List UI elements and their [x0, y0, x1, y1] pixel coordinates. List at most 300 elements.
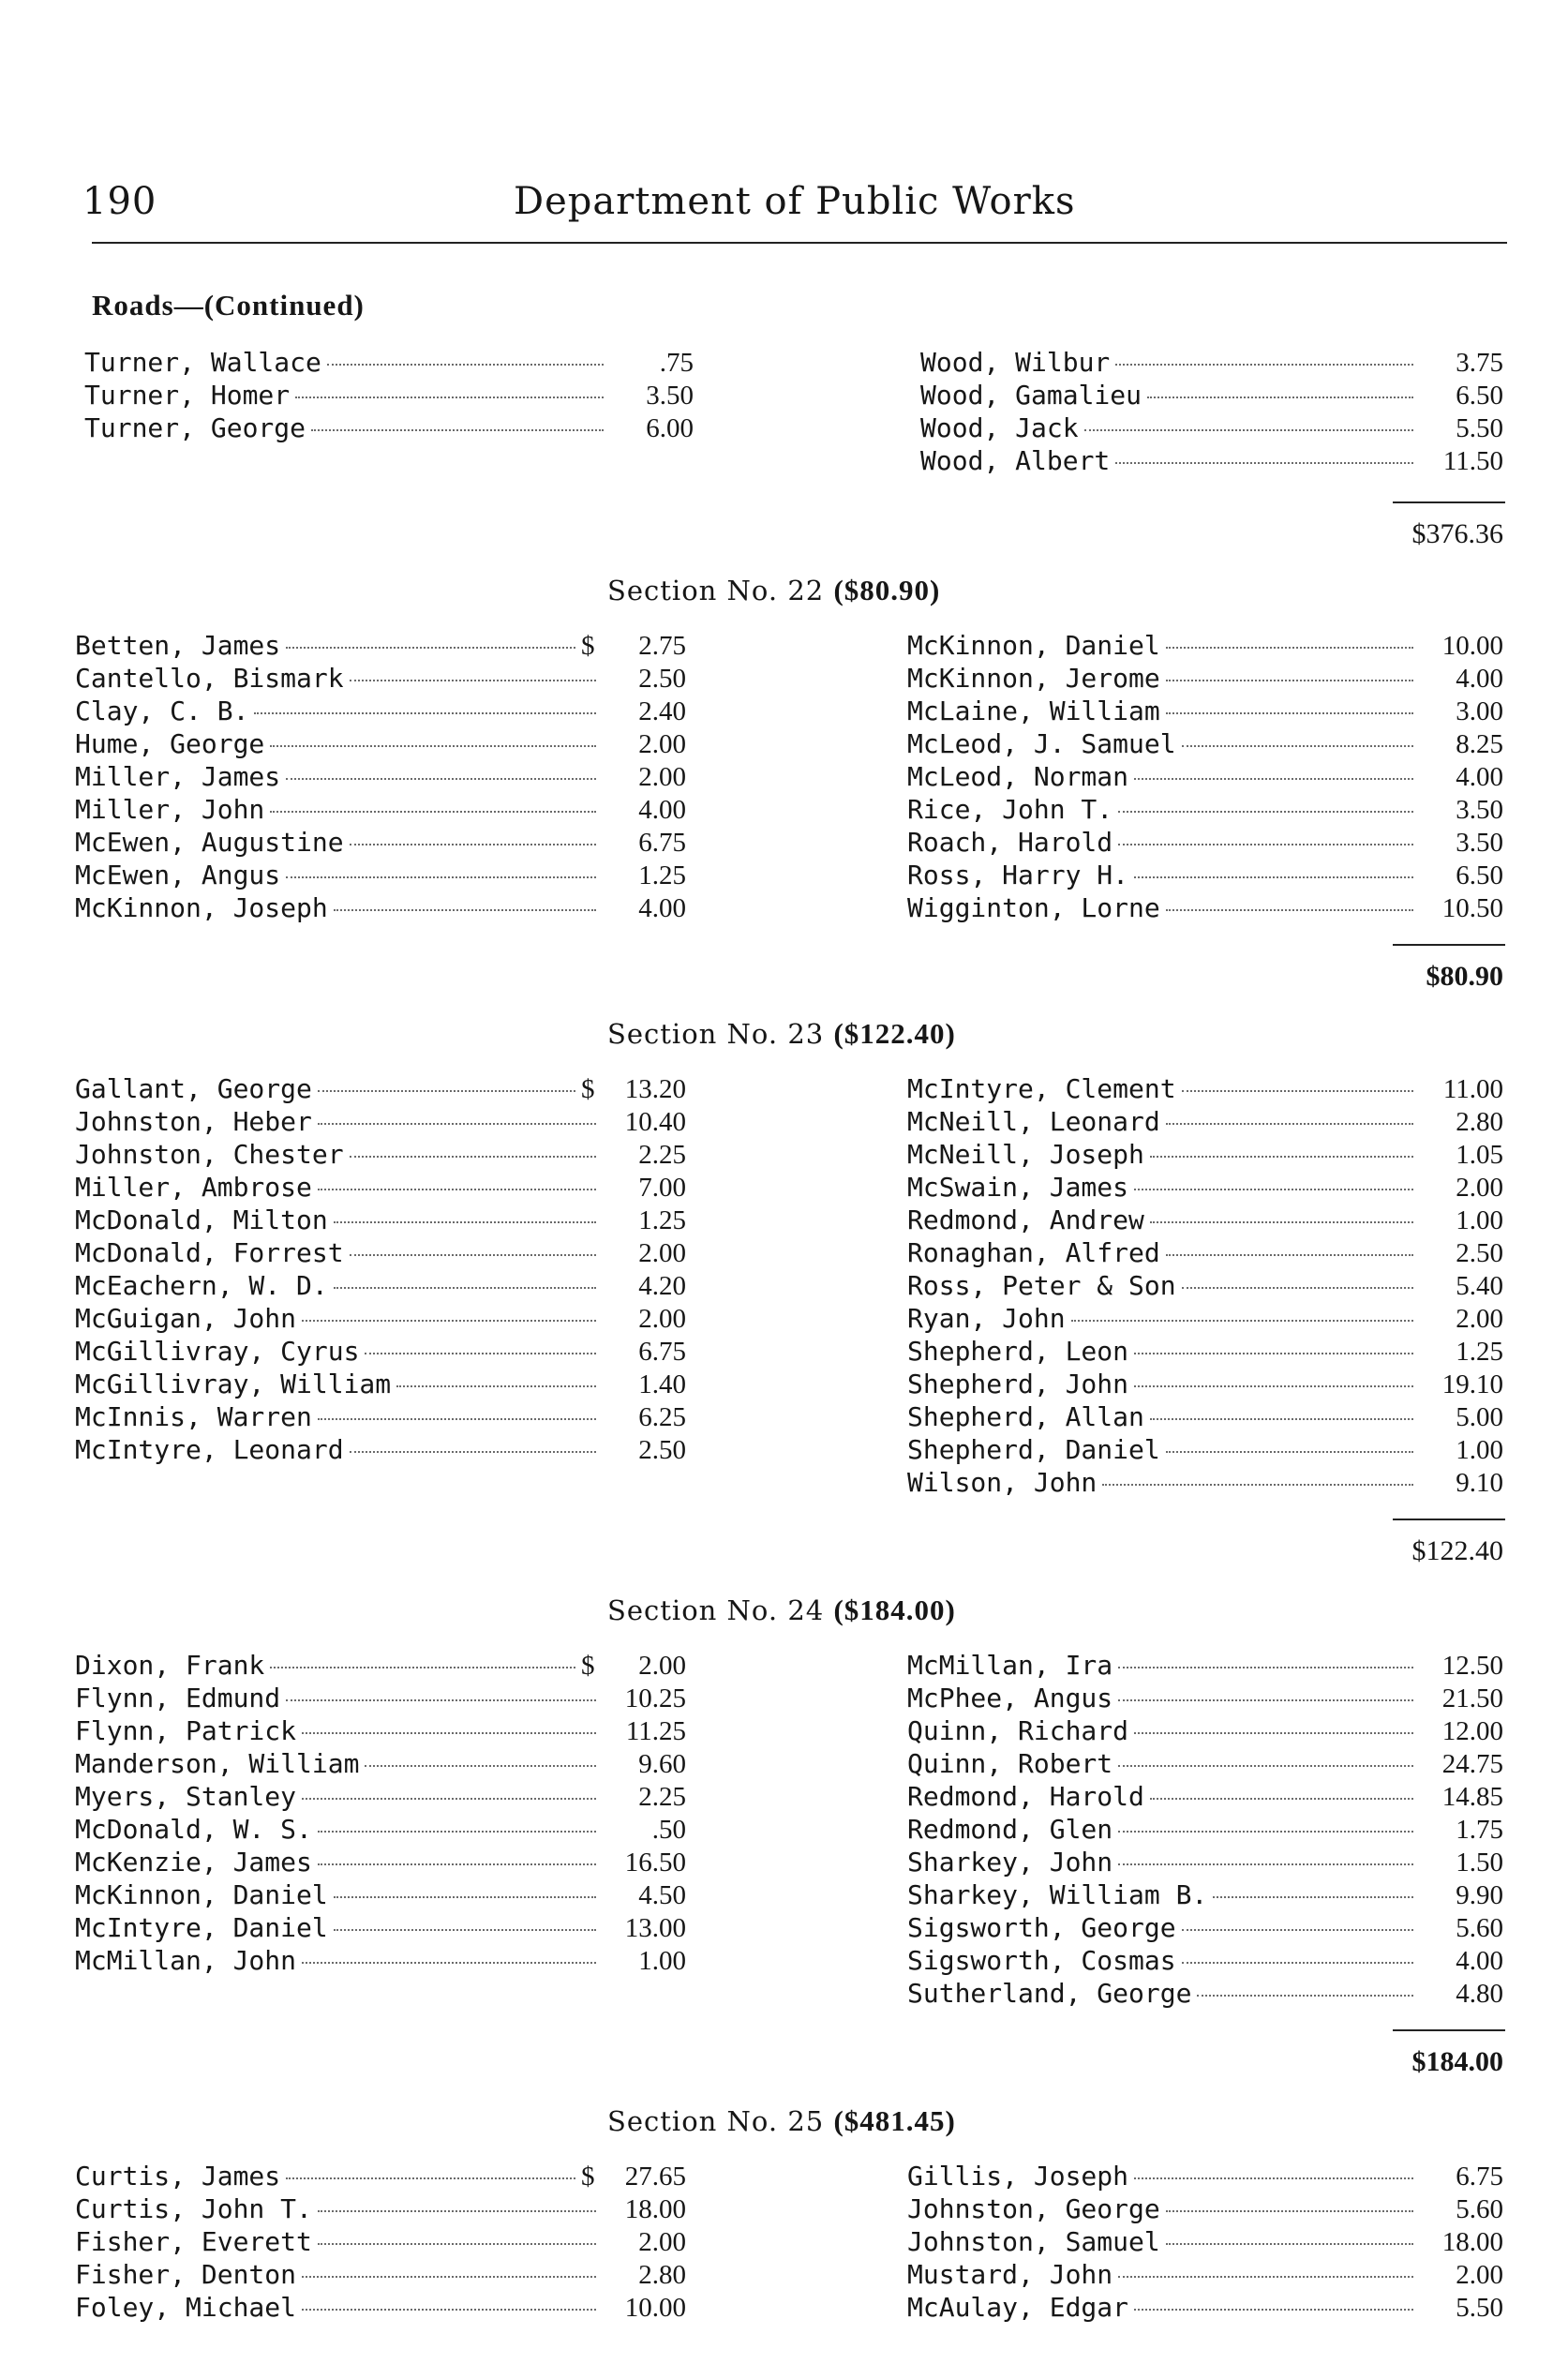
- list-item: [75, 1303, 686, 1336]
- section-heading: [607, 2104, 956, 2138]
- list-item: [75, 1781, 686, 1814]
- list-item: [75, 1270, 686, 1303]
- leader-dots: [318, 1418, 596, 1420]
- list-item: [75, 794, 686, 827]
- leader-dots: [365, 1765, 596, 1767]
- entry-amount: 13.20: [624, 1074, 686, 1104]
- list-item: [75, 1748, 686, 1781]
- list-item: [75, 827, 686, 860]
- entry-amount: 6.25: [638, 1402, 686, 1432]
- list-item: [907, 892, 1503, 925]
- entry-name: Ross, Harry H.: [907, 860, 1129, 890]
- section-amount: ($122.40): [833, 1017, 956, 1050]
- list-item: [75, 1106, 686, 1139]
- entry-amount: 9.90: [1456, 1880, 1503, 1910]
- total-rule: [1393, 501, 1505, 503]
- entry-amount: 11.00: [1442, 1074, 1503, 1104]
- list-item: [907, 1467, 1503, 1500]
- leader-dots: [1071, 1320, 1413, 1322]
- leader-dots: [1182, 1929, 1413, 1931]
- leader-dots: [1134, 778, 1413, 780]
- leader-dots: [334, 1929, 596, 1931]
- list-item: [907, 1912, 1503, 1945]
- list-item: [907, 1683, 1503, 1715]
- entry-amount: 4.80: [1456, 1979, 1503, 2009]
- list-item: [907, 2161, 1503, 2193]
- entry-name: McKinnon, Daniel: [907, 630, 1160, 661]
- list-item: [907, 1303, 1503, 1336]
- entry-amount: 2.50: [638, 1435, 686, 1465]
- leader-dots: [318, 1090, 575, 1092]
- entry-name: McGillivray, Cyrus: [75, 1336, 360, 1367]
- leader-dots: [318, 1123, 596, 1125]
- entry-amount: 1.00: [1456, 1205, 1503, 1235]
- entry-name: Turner, Homer: [84, 380, 291, 411]
- entry-name: McNeill, Leonard: [907, 1106, 1160, 1137]
- entry-amount: 2.40: [638, 696, 686, 726]
- entry-amount: 10.40: [624, 1107, 686, 1137]
- list-item: [907, 1715, 1503, 1748]
- list-item: [907, 1650, 1503, 1683]
- leader-dots: [1182, 745, 1413, 747]
- leader-dots: [334, 909, 596, 911]
- leader-dots: [318, 2243, 596, 2245]
- leader-dots: [1115, 462, 1413, 464]
- entry-amount: 10.00: [1441, 631, 1503, 661]
- list-item: [75, 2161, 686, 2193]
- entry-name: Miller, Ambrose: [75, 1172, 312, 1203]
- list-item: [907, 860, 1503, 892]
- leader-dots: [350, 1254, 596, 1256]
- leader-dots: [270, 745, 596, 747]
- section-label: Section No. 23: [607, 1018, 825, 1050]
- dollar-sign: $: [581, 1651, 595, 1681]
- list-item: [920, 380, 1503, 412]
- list-item: [75, 1434, 686, 1467]
- section-amount: ($481.45): [833, 2104, 956, 2137]
- entry-name: Gillis, Joseph: [907, 2161, 1129, 2192]
- list-item: [75, 2226, 686, 2259]
- entry-amount: 2.00: [638, 1651, 686, 1681]
- entry-name: McIntyre, Leonard: [75, 1434, 344, 1465]
- entry-name: Sigsworth, Cosmas: [907, 1945, 1176, 1976]
- list-item: [907, 1879, 1503, 1912]
- list-item: [907, 1945, 1503, 1978]
- section-amount: ($184.00): [833, 1593, 956, 1626]
- leader-dots: [270, 1667, 575, 1668]
- entry-amount: 1.05: [1456, 1140, 1503, 1170]
- entry-name: McKinnon, Daniel: [75, 1879, 328, 1910]
- entry-amount: 10.50: [1441, 893, 1503, 923]
- leader-dots: [1166, 1123, 1413, 1125]
- entry-amount: 9.60: [638, 1749, 686, 1779]
- entry-name: Shepherd, Leon: [907, 1336, 1129, 1367]
- entry-name: McPhee, Angus: [907, 1683, 1113, 1713]
- entry-amount: 14.85: [1441, 1782, 1503, 1812]
- list-item: [920, 347, 1503, 380]
- leader-dots: [311, 429, 604, 431]
- leader-dots: [1118, 1699, 1413, 1701]
- leader-dots: [1118, 811, 1413, 813]
- list-item: [75, 1204, 686, 1237]
- leader-dots: [254, 712, 596, 714]
- list-item: [907, 663, 1503, 696]
- entry-name: Wilson, John: [907, 1467, 1098, 1498]
- entry-amount: 18.00: [1441, 2227, 1503, 2257]
- entry-name: Ronaghan, Alfred: [907, 1237, 1160, 1268]
- entry-amount: 2.00: [638, 2227, 686, 2257]
- entry-name: McKinnon, Joseph: [75, 892, 328, 923]
- entry-amount: 6.75: [1456, 2162, 1503, 2192]
- entry-name: Dixon, Frank: [75, 1650, 265, 1681]
- dollar-sign: $: [581, 2162, 595, 2192]
- entry-amount: 4.20: [638, 1271, 686, 1301]
- list-item: [907, 1336, 1503, 1369]
- leader-dots: [350, 844, 596, 845]
- entry-name: Turner, Wallace: [84, 347, 321, 378]
- leader-dots: [318, 1831, 596, 1833]
- entry-amount: 1.40: [638, 1369, 686, 1399]
- entry-name: McKenzie, James: [75, 1847, 312, 1878]
- entry-amount: 4.00: [1456, 664, 1503, 694]
- list-item: [907, 761, 1503, 794]
- list-item: [907, 1369, 1503, 1401]
- entry-amount: 2.00: [638, 1238, 686, 1268]
- entry-name: McMillan, Ira: [907, 1650, 1113, 1681]
- leader-dots: [350, 1156, 596, 1158]
- leader-dots: [350, 680, 596, 681]
- list-item: [907, 2193, 1503, 2226]
- list-item: [75, 1401, 686, 1434]
- entry-amount: 5.40: [1456, 1271, 1503, 1301]
- leader-dots: [286, 778, 596, 780]
- leader-dots: [1150, 1418, 1413, 1420]
- entry-name: Mustard, John: [907, 2259, 1113, 2290]
- entry-amount: 18.00: [624, 2194, 686, 2224]
- list-item: [75, 1139, 686, 1172]
- leader-dots: [302, 1320, 596, 1322]
- list-item: [75, 663, 686, 696]
- entry-amount: 16.50: [624, 1848, 686, 1878]
- list-item: [84, 380, 694, 412]
- entry-name: McEachern, W. D.: [75, 1270, 328, 1301]
- leader-dots: [286, 876, 596, 878]
- entry-name: Roach, Harold: [907, 827, 1113, 858]
- section-label: Section No. 25: [607, 2105, 825, 2137]
- list-item: [907, 2292, 1503, 2325]
- leader-dots: [1102, 1484, 1413, 1486]
- list-item: [84, 412, 694, 445]
- entry-name: McInnis, Warren: [75, 1401, 312, 1432]
- list-item: [907, 1847, 1503, 1879]
- dollar-sign: $: [581, 1074, 595, 1104]
- entry-name: Johnston, Samuel: [907, 2226, 1160, 2257]
- entry-name: Johnston, Chester: [75, 1139, 344, 1170]
- leader-dots: [286, 1699, 596, 1701]
- entry-name: Fisher, Everett: [75, 2226, 312, 2257]
- entry-amount: 5.50: [1456, 2293, 1503, 2323]
- leader-dots: [1118, 1863, 1413, 1865]
- list-item: [907, 1073, 1503, 1106]
- list-item: [75, 696, 686, 728]
- entry-name: McNeill, Joseph: [907, 1139, 1144, 1170]
- entry-amount: 3.50: [646, 381, 694, 411]
- list-item: [75, 1879, 686, 1912]
- entry-name: McGuigan, John: [75, 1303, 297, 1334]
- entry-amount: 11.50: [1442, 446, 1503, 476]
- entry-amount: 2.80: [638, 2260, 686, 2290]
- page-number: 190: [82, 180, 157, 223]
- entry-name: Redmond, Andrew: [907, 1204, 1144, 1235]
- entry-name: Fisher, Denton: [75, 2259, 297, 2290]
- entry-name: Johnston, George: [907, 2193, 1160, 2224]
- entry-name: Sutherland, George: [907, 1978, 1192, 2009]
- entry-name: Wood, Albert: [920, 445, 1111, 476]
- list-item: [907, 1172, 1503, 1204]
- list-item: [75, 1237, 686, 1270]
- entry-amount: 5.50: [1456, 413, 1503, 443]
- entry-amount: 2.00: [1456, 1304, 1503, 1334]
- list-item: [75, 892, 686, 925]
- entry-name: McMillan, John: [75, 1945, 297, 1976]
- leader-dots: [1118, 1667, 1413, 1668]
- section-total: $184.00: [1411, 2046, 1503, 2077]
- leader-dots: [327, 364, 604, 366]
- entry-amount: 1.25: [1456, 1337, 1503, 1367]
- entry-amount: 2.00: [1456, 2260, 1503, 2290]
- leader-dots: [1134, 1385, 1413, 1387]
- entry-amount: 9.10: [1456, 1468, 1503, 1498]
- leader-dots: [334, 1221, 596, 1223]
- entry-name: McIntyre, Daniel: [75, 1912, 328, 1943]
- leader-dots: [1150, 1221, 1413, 1223]
- entry-name: McEwen, Angus: [75, 860, 281, 890]
- list-item: [907, 1139, 1503, 1172]
- list-item: [84, 347, 694, 380]
- leader-dots: [1213, 1896, 1413, 1898]
- entry-amount: 5.00: [1456, 1402, 1503, 1432]
- list-item: [907, 827, 1503, 860]
- leader-dots: [1134, 2177, 1413, 2179]
- list-item: [920, 412, 1503, 445]
- entry-name: Shepherd, Allan: [907, 1401, 1144, 1432]
- list-item: [75, 1715, 686, 1748]
- leader-dots: [1134, 2309, 1413, 2311]
- leader-dots: [295, 396, 604, 398]
- entry-name: Ross, Peter & Son: [907, 1270, 1176, 1301]
- leader-dots: [1134, 876, 1413, 878]
- entry-name: Curtis, John T.: [75, 2193, 312, 2224]
- entry-name: McAulay, Edgar: [907, 2292, 1129, 2323]
- list-item: [907, 1748, 1503, 1781]
- list-item: [907, 1781, 1503, 1814]
- leader-dots: [302, 1798, 596, 1800]
- leader-dots: [1134, 1189, 1413, 1190]
- entry-amount: 13.00: [624, 1913, 686, 1943]
- list-item: [75, 1912, 686, 1945]
- entry-amount: 7.00: [638, 1173, 686, 1203]
- entry-name: Miller, John: [75, 794, 265, 825]
- entry-amount: 2.00: [638, 1304, 686, 1334]
- entry-name: Gallant, George: [75, 1073, 312, 1104]
- list-item: [75, 2193, 686, 2226]
- entry-amount: 5.60: [1456, 1913, 1503, 1943]
- entry-name: Myers, Stanley: [75, 1781, 297, 1812]
- list-item: [75, 1814, 686, 1847]
- entry-amount: 4.00: [638, 893, 686, 923]
- list-item: [75, 1683, 686, 1715]
- entry-amount: 8.25: [1456, 729, 1503, 759]
- leader-dots: [1166, 2243, 1413, 2245]
- section-total: $80.90: [1426, 961, 1503, 992]
- entry-name: Miller, James: [75, 761, 281, 792]
- entry-name: Cantello, Bismark: [75, 663, 344, 694]
- entry-name: McDonald, Forrest: [75, 1237, 344, 1268]
- entry-name: Flynn, Patrick: [75, 1715, 297, 1746]
- entry-name: Betten, James: [75, 630, 281, 661]
- list-item: [75, 1650, 686, 1683]
- leader-dots: [1150, 1798, 1413, 1800]
- entry-amount: 24.75: [1441, 1749, 1503, 1779]
- entry-name: McLeod, J. Samuel: [907, 728, 1176, 759]
- entry-amount: 19.10: [1441, 1369, 1503, 1399]
- entry-name: McDonald, Milton: [75, 1204, 328, 1235]
- entry-amount: 2.80: [1456, 1107, 1503, 1137]
- entry-name: McKinnon, Jerome: [907, 663, 1160, 694]
- entry-amount: 4.00: [1456, 762, 1503, 792]
- leader-dots: [1134, 1353, 1413, 1354]
- leader-dots: [1118, 1831, 1413, 1833]
- entry-name: Wood, Gamalieu: [920, 380, 1142, 411]
- entry-amount: 1.00: [1456, 1435, 1503, 1465]
- entry-amount: 6.50: [1456, 860, 1503, 890]
- entry-amount: 10.00: [624, 2293, 686, 2323]
- section-label: Section No. 22: [607, 575, 825, 606]
- list-item: [907, 696, 1503, 728]
- entry-name: Flynn, Edmund: [75, 1683, 281, 1713]
- entry-name: Foley, Michael: [75, 2292, 297, 2323]
- leader-dots: [318, 1863, 596, 1865]
- entry-amount: 5.60: [1456, 2194, 1503, 2224]
- entry-name: McDonald, W. S.: [75, 1814, 312, 1845]
- entry-amount: 2.25: [638, 1140, 686, 1170]
- entry-name: Redmond, Glen: [907, 1814, 1113, 1845]
- entry-name: McEwen, Augustine: [75, 827, 344, 858]
- entry-name: Shepherd, Daniel: [907, 1434, 1160, 1465]
- list-item: [920, 445, 1503, 478]
- list-item: [907, 1204, 1503, 1237]
- entry-amount: 1.25: [638, 860, 686, 890]
- entry-name: Sharkey, John: [907, 1847, 1113, 1878]
- leader-dots: [1118, 1765, 1413, 1767]
- leader-dots: [365, 1353, 596, 1354]
- entry-amount: 4.00: [638, 795, 686, 825]
- header-rule: [92, 242, 1507, 244]
- entry-amount: .75: [659, 348, 694, 378]
- list-item: [907, 1434, 1503, 1467]
- entry-amount: 3.50: [1456, 795, 1503, 825]
- list-item: [907, 2226, 1503, 2259]
- entry-amount: 10.25: [624, 1683, 686, 1713]
- page-header: [82, 180, 1507, 236]
- leader-dots: [1166, 1451, 1413, 1453]
- entry-name: Shepherd, John: [907, 1369, 1129, 1399]
- list-item: [75, 1945, 686, 1978]
- list-item: [75, 2259, 686, 2292]
- leader-dots: [1197, 1995, 1413, 1997]
- section-heading: [607, 574, 940, 607]
- section-total: $376.36: [1411, 518, 1503, 549]
- list-item: [75, 761, 686, 794]
- entry-name: Wood, Jack: [920, 412, 1079, 443]
- list-item: [907, 1106, 1503, 1139]
- entry-name: Curtis, James: [75, 2161, 281, 2192]
- leader-dots: [1166, 2210, 1413, 2212]
- entry-amount: 4.00: [1456, 1946, 1503, 1976]
- leader-dots: [1166, 1254, 1413, 1256]
- entry-amount: 2.00: [638, 729, 686, 759]
- section-amount: ($80.90): [833, 574, 941, 606]
- entry-name: Sigsworth, George: [907, 1912, 1176, 1943]
- continued-heading: Roads—(Continued): [92, 289, 365, 322]
- leader-dots: [1166, 647, 1413, 649]
- leader-dots: [1150, 1156, 1413, 1158]
- leader-dots: [334, 1896, 596, 1898]
- entry-amount: 1.25: [638, 1205, 686, 1235]
- leader-dots: [302, 2276, 596, 2278]
- list-item: [75, 630, 686, 663]
- list-item: [907, 2259, 1503, 2292]
- entry-name: Turner, George: [84, 412, 306, 443]
- entry-amount: 6.75: [638, 1337, 686, 1367]
- entry-name: McLaine, William: [907, 696, 1160, 726]
- entry-amount: .50: [651, 1815, 686, 1845]
- entry-amount: 4.50: [638, 1880, 686, 1910]
- entry-amount: 6.00: [646, 413, 694, 443]
- list-item: [907, 630, 1503, 663]
- entry-name: Manderson, William: [75, 1748, 360, 1779]
- entry-name: Johnston, Heber: [75, 1106, 312, 1137]
- total-rule: [1393, 2029, 1505, 2031]
- entry-amount: 1.50: [1456, 1848, 1503, 1878]
- leader-dots: [396, 1385, 596, 1387]
- leader-dots: [302, 1732, 596, 1734]
- entry-name: Sharkey, William B.: [907, 1879, 1208, 1910]
- list-item: [907, 794, 1503, 827]
- entry-amount: 27.65: [624, 2162, 686, 2192]
- entry-amount: 11.25: [625, 1716, 686, 1746]
- leader-dots: [1118, 844, 1413, 845]
- leader-dots: [1182, 1287, 1413, 1289]
- entry-name: Wigginton, Lorne: [907, 892, 1160, 923]
- list-item: [75, 728, 686, 761]
- leader-dots: [334, 1287, 596, 1289]
- entry-name: McLeod, Norman: [907, 761, 1129, 792]
- total-rule: [1393, 944, 1505, 946]
- leader-dots: [318, 2210, 596, 2212]
- entry-amount: 2.00: [1456, 1173, 1503, 1203]
- entry-amount: 3.75: [1456, 348, 1503, 378]
- section-label: Section No. 24: [607, 1594, 825, 1626]
- entry-amount: 2.75: [638, 631, 686, 661]
- entry-name: Ryan, John: [907, 1303, 1066, 1334]
- entry-amount: 21.50: [1441, 1683, 1503, 1713]
- leader-dots: [286, 647, 575, 649]
- leader-dots: [302, 2309, 596, 2311]
- entry-name: McSwain, James: [907, 1172, 1129, 1203]
- leader-dots: [1166, 680, 1413, 681]
- list-item: [907, 1401, 1503, 1434]
